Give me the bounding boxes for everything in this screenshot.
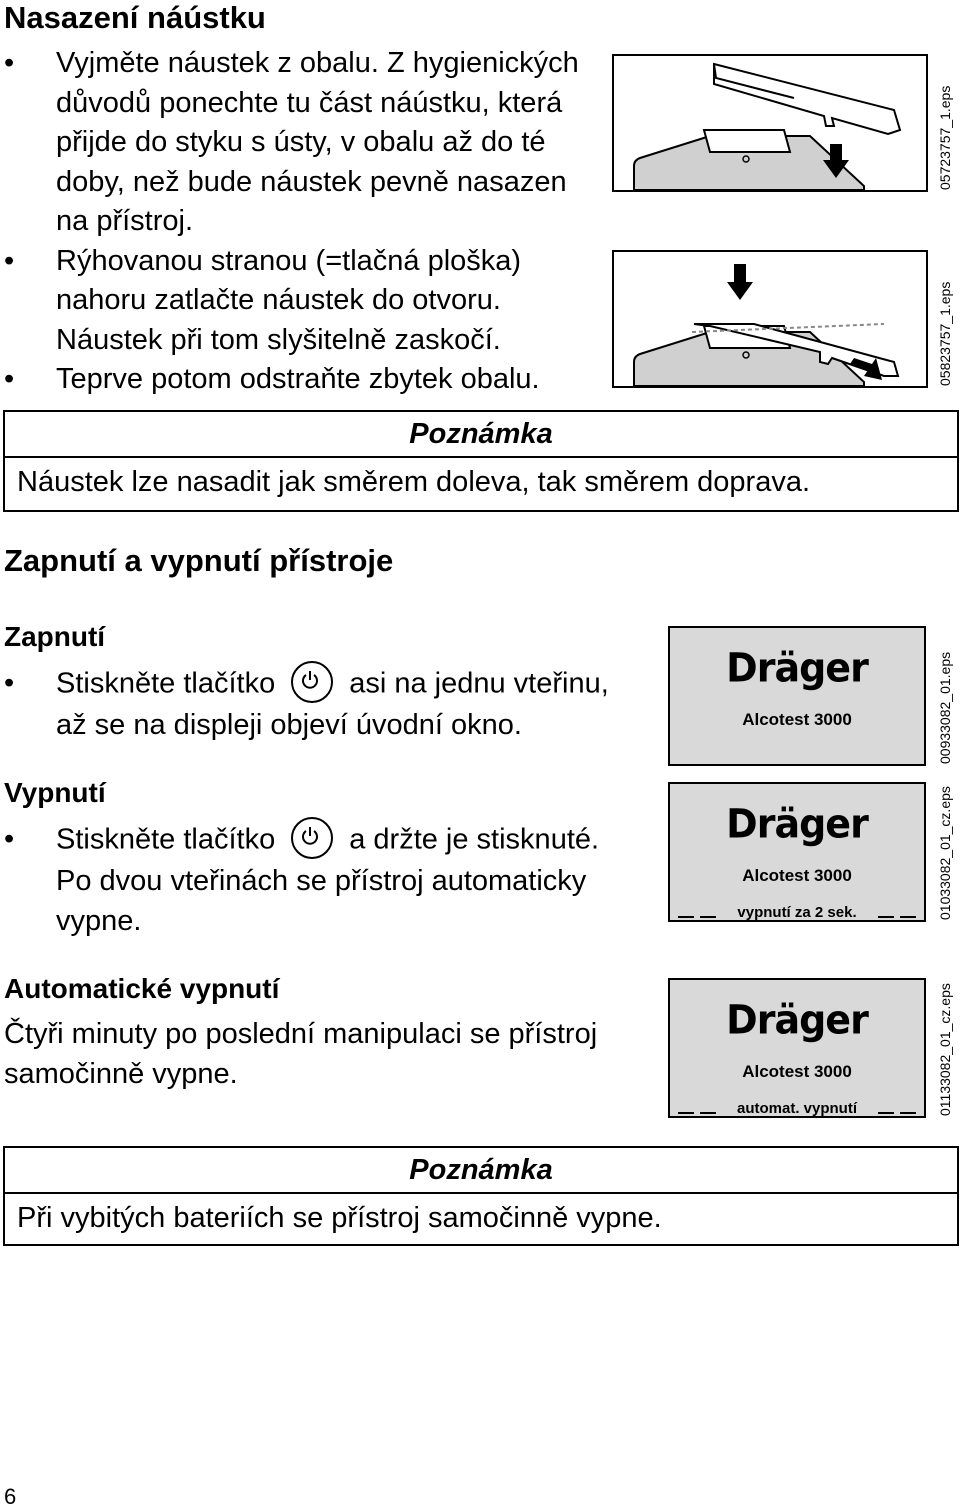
text: a držte je stisknuté. bbox=[349, 823, 600, 856]
display-dash bbox=[900, 916, 916, 918]
subsection-title-on: Zapnutí bbox=[4, 621, 106, 652]
drager-logo: Dräger bbox=[726, 996, 868, 1044]
mouthpiece-inserted-illustration bbox=[614, 252, 926, 386]
display-dash bbox=[878, 916, 894, 918]
note-title: Poznámka bbox=[5, 412, 957, 458]
figure-label: 00933082_01.eps bbox=[937, 651, 953, 764]
list-item: • Teprve potom odstraňte zbytek obalu. bbox=[0, 360, 600, 400]
display-dash bbox=[700, 916, 716, 918]
display-dash bbox=[700, 1112, 716, 1114]
power-button-icon bbox=[291, 661, 333, 703]
bullet: • bbox=[4, 823, 15, 855]
display-dash bbox=[900, 1112, 916, 1114]
display-status-text: automat. vypnutí bbox=[736, 1100, 857, 1117]
display-startup bbox=[668, 626, 926, 766]
text: vypne. bbox=[56, 904, 142, 937]
display-dash bbox=[678, 1112, 694, 1114]
note-title: Poznámka bbox=[5, 1148, 957, 1194]
text: asi na jednu vteřinu, bbox=[349, 667, 609, 700]
drager-logo: Dräger bbox=[726, 644, 868, 692]
note-box-battery bbox=[3, 1146, 959, 1246]
note-box-mouthpiece bbox=[3, 410, 959, 512]
auto-off-text: Čtyři minuty po poslední manipulaci se přístroj samočinně vypne. bbox=[4, 1018, 598, 1090]
text: Po dvou vteřinách se přístroj automaticky bbox=[56, 865, 587, 897]
note-text: Náustek lze nasadit jak směrem doleva, tak směrem doprava. bbox=[17, 466, 811, 498]
display-dash bbox=[678, 916, 694, 918]
mouthpiece-insert-illustration bbox=[614, 56, 926, 190]
power-off-instruction bbox=[0, 820, 660, 941]
text: až se na displeji objeví úvodní okno. bbox=[56, 709, 522, 741]
figure-label: 01133082_01_cz.eps bbox=[937, 983, 953, 1116]
section-title-mouthpiece: Nasazení náústku bbox=[4, 0, 266, 35]
display-power-off bbox=[668, 782, 926, 922]
device-model: Alcotest 3000 bbox=[742, 710, 852, 729]
text: Stiskněte tlačítko bbox=[56, 823, 276, 856]
device-model: Alcotest 3000 bbox=[742, 866, 852, 885]
list-item: • Vyjměte náustek z obalu. Z hygienických důvodů ponechte tu část náústku, která přijde do styku s ústy, v obalu až do té doby, než bude náustek pevně nasazen na přístroj. bbox=[0, 44, 600, 242]
mouthpiece-figure-2 bbox=[612, 250, 928, 388]
text: Stiskněte tlačítko bbox=[56, 667, 276, 700]
display-auto-off bbox=[668, 978, 926, 1118]
subsection-title-off: Vypnutí bbox=[4, 777, 106, 808]
figure-label: 05723757_1.eps bbox=[937, 85, 953, 190]
display-status-text: vypnutí za 2 sek. bbox=[737, 904, 857, 921]
bullet: • bbox=[4, 667, 15, 699]
subsection-title-auto-off: Automatické vypnutí bbox=[4, 973, 280, 1004]
figure-label: 01033082_01_cz.eps bbox=[937, 786, 953, 920]
mouthpiece-figure-1 bbox=[612, 54, 928, 192]
page-number: 6 bbox=[4, 1484, 17, 1509]
section-title-power: Zapnutí a vypnutí přístroje bbox=[4, 543, 394, 578]
power-on-instruction bbox=[0, 664, 660, 746]
figure-label: 05823757_1.eps bbox=[937, 281, 953, 386]
drager-logo: Dräger bbox=[726, 800, 868, 848]
display-dash bbox=[878, 1112, 894, 1114]
mouthpiece-steps bbox=[0, 44, 600, 400]
power-button-icon bbox=[291, 817, 333, 859]
list-item: • Rýhovanou stranou (=tlačná ploška) nahoru zatlačte náustek do otvoru. Náustek při tom slyšitelně zaskočí. bbox=[0, 242, 600, 361]
device-model: Alcotest 3000 bbox=[742, 1062, 852, 1081]
note-text: Při vybitých bateriích se přístroj samočinně vypne. bbox=[17, 1202, 662, 1234]
